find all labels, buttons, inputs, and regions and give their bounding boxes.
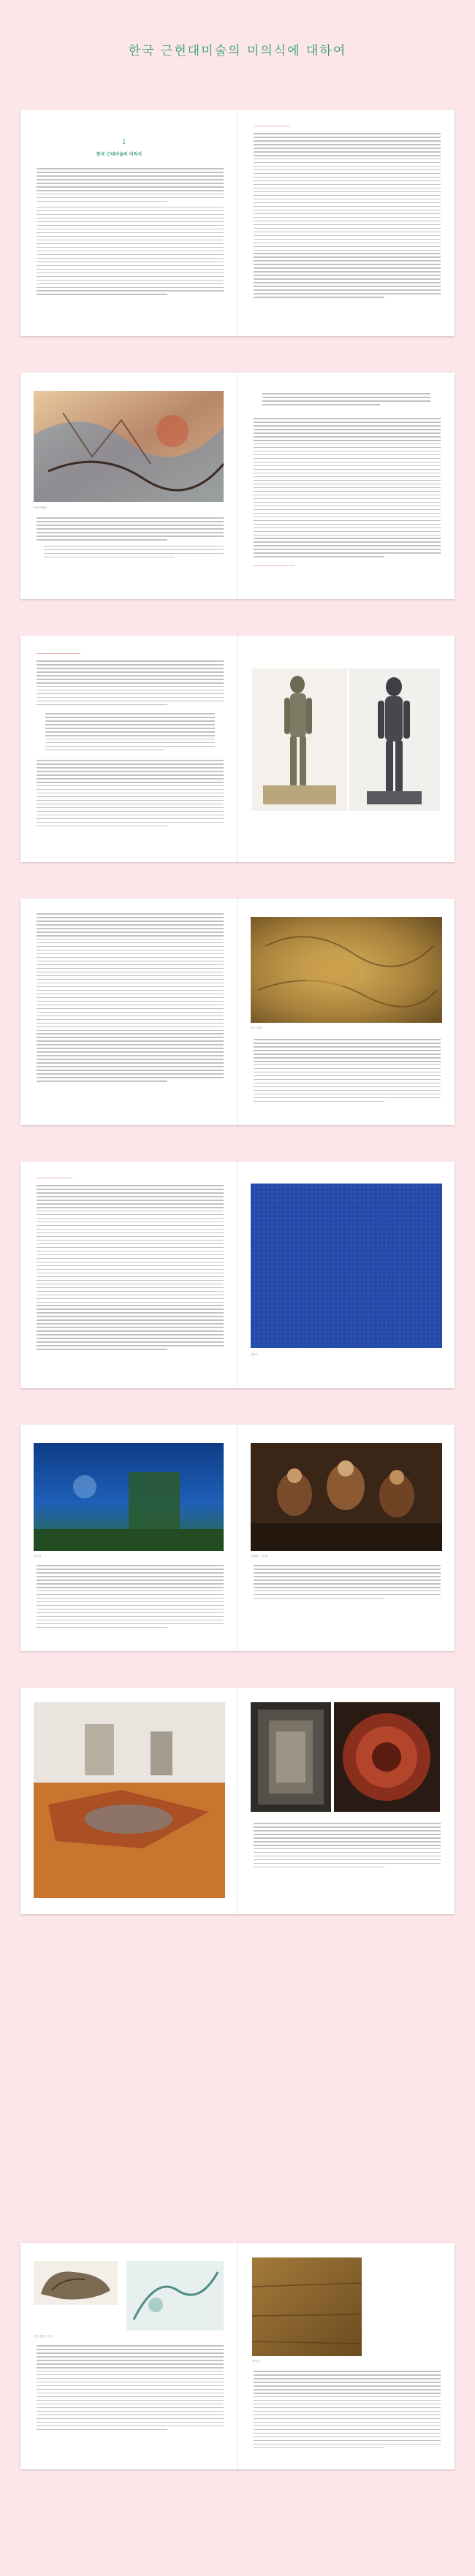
page-title: 한국 근현대미술의 미의식에 대하여 [128,44,347,58]
body-text [254,133,441,300]
body-text [37,168,224,297]
spread-5 [20,1162,455,1388]
figure-caption: 이쾌대, 〈군상〉 [251,1555,270,1558]
section-heading: ───────────────── [37,652,81,656]
figure-caption: 보뢰 박생광 [34,506,47,509]
page-right [238,373,455,599]
spread-6 [20,1425,455,1651]
spread-8 [20,2243,455,2469]
sculpture-figure [34,2261,118,2305]
page-right [238,1425,455,1651]
quote-text [45,713,215,753]
portrait-figure [251,1702,331,1812]
sculpture-figure-1 [252,668,347,811]
figure-caption: 박서보 [252,2360,260,2363]
figure-caption: 근원 김용준, 선 등 [34,2335,54,2338]
painting-figure [334,1702,440,1812]
spread-2 [20,373,455,599]
page-right [238,110,455,336]
section-heading: ────────────── [254,124,290,129]
spread-1 [20,110,455,336]
body-text [37,760,224,829]
chapter-number: 1 [122,139,126,146]
page-right [238,899,455,1125]
painting-figure [34,391,224,502]
body-text [37,1185,224,1352]
body-text [37,2345,224,2433]
chapter-title: 한국 근대미술의 미의식 [96,152,142,157]
body-text [37,517,224,560]
figure-caption: 지구 공장 [251,1026,262,1029]
body-text [254,2371,441,2451]
page-right [238,1688,455,1914]
painting-figure [126,2261,224,2331]
painting-figure [251,1184,442,1348]
section-heading: ────────────── [37,1176,73,1181]
page-right [238,636,455,862]
page-left [20,373,238,599]
figure-caption: 김환기 [251,1353,259,1356]
body-text [254,1039,441,1105]
body-text [254,418,441,560]
page-left [20,1688,238,1914]
body-text [254,1823,441,1870]
quote-text [262,393,430,408]
body-text [37,660,224,708]
spread-3 [20,636,455,862]
painting-figure [251,917,442,1023]
body-text [254,1565,441,1601]
body-text [37,1565,224,1631]
page-left [20,1162,238,1388]
painting-figure [251,1443,442,1551]
page-left [20,110,238,336]
sculpture-figure-2 [349,668,440,811]
painting-figure [252,2257,362,2356]
figure-caption: 이우환 [34,1555,42,1558]
page-left [20,636,238,862]
painting-figure [34,1443,224,1551]
installation-figure [34,1702,225,1898]
section-heading: ──────────────── [254,564,295,568]
page-left [20,1425,238,1651]
body-text [37,913,224,1084]
spread-4 [20,899,455,1125]
page-left [20,899,238,1125]
spread-7 [20,1688,455,1914]
page-left [20,2243,238,2469]
page-right [238,1162,455,1388]
page-right [238,2243,455,2469]
